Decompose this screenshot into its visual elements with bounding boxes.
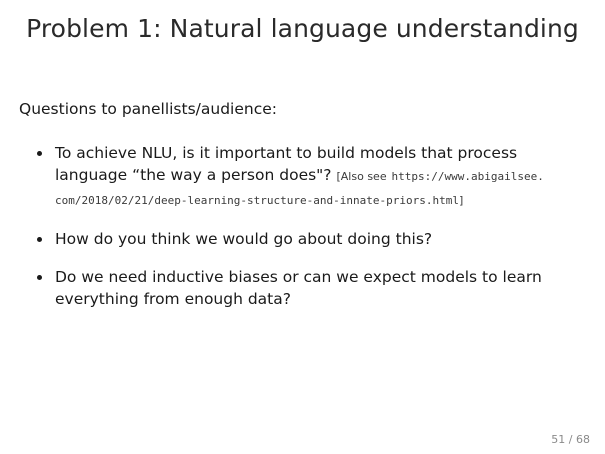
bullet-list [0,142,605,310]
bullet-text-line: How do you think we would go about doing this? [55,230,433,248]
bullet-text: language “the way a person does"? [55,166,332,184]
bullet-text-line: everything from enough data? [55,290,291,308]
bullet-dot-icon [37,151,42,156]
bullet-text-line [55,188,575,212]
reference-prefix: [Also see [336,170,387,183]
reference-suffix: ] [458,194,464,207]
reference-link[interactable]: https://www.abigailsee. [391,170,544,183]
page-number: 51 / 68 [551,433,590,446]
bullet-item-approach [0,228,605,250]
bullet-dot-icon [37,237,42,242]
bullet-dot-icon [37,275,42,280]
bullet-item-nlu [0,142,605,212]
bullet-item-inductive-biases [0,266,605,310]
reference-link-continued[interactable]: com/2018/02/21/deep-learning-structure-and-innate-priors.html [55,194,459,207]
bullet-text-line: To achieve NLU, is it important to build models that process [55,144,518,162]
bullet-text-line: Do we need inductive biases or can we expect models to learn [55,268,542,286]
bullet-text-line [55,164,575,188]
slide-title: Problem 1: Natural language understanding [26,14,579,43]
intro-text: Questions to panellists/audience: [19,100,277,118]
